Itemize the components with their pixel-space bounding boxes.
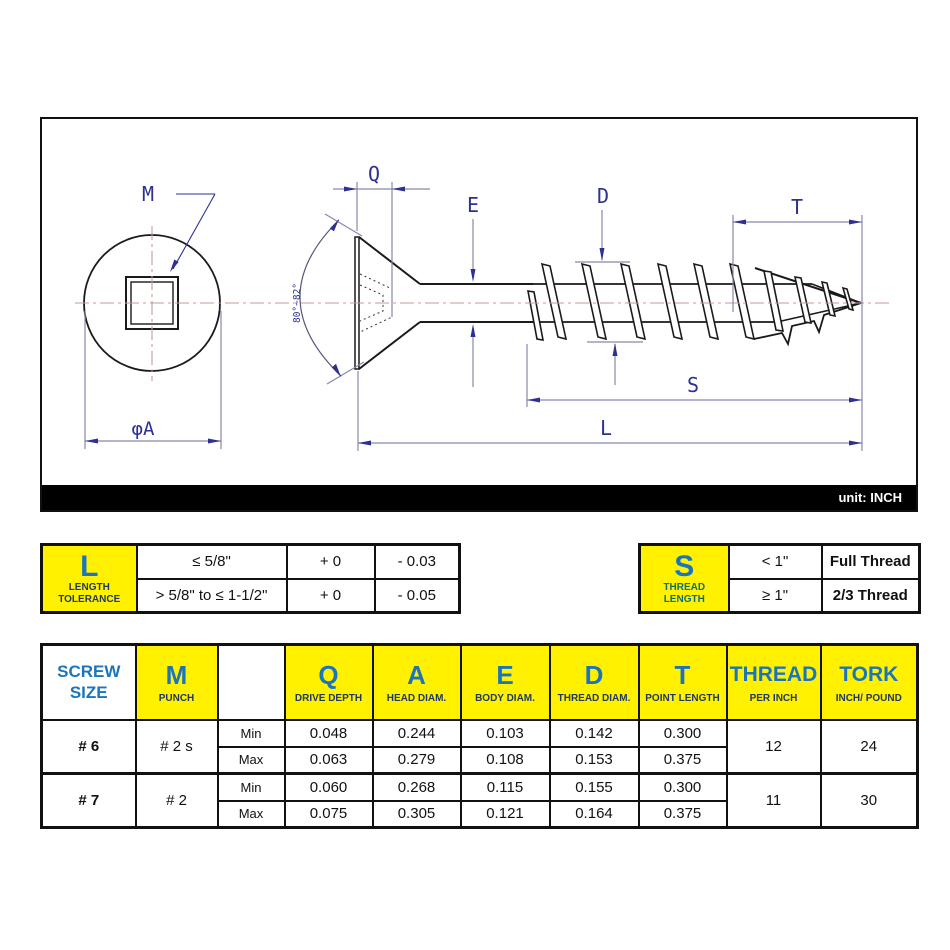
value-cell: 0.063: [285, 747, 373, 774]
tork-cell: 30: [821, 774, 918, 828]
header-m-punch: M PUNCH: [136, 645, 218, 720]
l-minus-cell: - 0.05: [375, 579, 460, 613]
l-key-cell: [42, 545, 137, 613]
l-minus-cell: - 0.03: [375, 545, 460, 579]
label-phi-a: φA: [131, 418, 155, 440]
table-row-7-min: [42, 774, 918, 801]
l-letter: L: [80, 549, 99, 583]
thread-length-table: [638, 543, 921, 614]
size-cell: # 6: [42, 720, 136, 774]
size-cell: # 7: [42, 774, 136, 828]
header-a-head-diam: A HEAD DIAM.: [373, 645, 461, 720]
thread-per-inch-cell: 11: [727, 774, 821, 828]
label-m: M: [141, 182, 155, 206]
value-cell: 0.268: [373, 774, 461, 801]
value-cell: 0.048: [285, 720, 373, 747]
header-row: [42, 645, 918, 720]
unit-bar: [42, 485, 916, 510]
table-row: [42, 545, 460, 579]
thread-blades: [528, 264, 853, 340]
label-l: L: [599, 416, 613, 440]
header-t-point-length: T POINT LENGTH: [639, 645, 727, 720]
s-key-cell: [640, 545, 729, 613]
header-minmax-spacer: [218, 645, 285, 720]
value-cell: 0.300: [639, 774, 727, 801]
s-range-cell: ≥ 1": [729, 579, 822, 613]
punch-cell: # 2: [136, 774, 218, 828]
s-value-cell: 2/3 Thread: [822, 579, 920, 613]
punch-cell: # 2 s: [136, 720, 218, 774]
value-cell: 0.279: [373, 747, 461, 774]
screw-spec-table: [40, 643, 919, 829]
unit-label: unit: INCH: [838, 490, 902, 505]
value-cell: 0.115: [461, 774, 550, 801]
label-d: D: [596, 184, 610, 208]
label-s: S: [686, 373, 700, 397]
header-q-drive-depth: Q DRIVE DEPTH: [285, 645, 373, 720]
screw-technical-drawing: [40, 117, 918, 512]
countersink-angle-arc: [300, 220, 341, 376]
label-q: Q: [367, 162, 381, 186]
value-cell: 0.244: [373, 720, 461, 747]
max-label-cell: Max: [218, 747, 285, 774]
value-cell: 0.305: [373, 801, 461, 828]
l-sub-line1: LENGTH: [68, 581, 110, 593]
label-e: E: [466, 193, 480, 217]
value-cell: 0.375: [639, 747, 727, 774]
s-value-cell: Full Thread: [822, 545, 920, 579]
header-thread-per-inch: THREAD PER INCH: [727, 645, 821, 720]
value-cell: 0.142: [550, 720, 639, 747]
value-cell: 0.155: [550, 774, 639, 801]
label-angle: 80°~82°: [292, 282, 303, 324]
value-cell: 0.075: [285, 801, 373, 828]
value-cell: 0.103: [461, 720, 550, 747]
max-label-cell: Max: [218, 801, 285, 828]
value-cell: 0.164: [550, 801, 639, 828]
header-screw-size: SCREW SIZE: [42, 645, 136, 720]
s-sub-line1: THREAD: [663, 581, 706, 593]
l-range-cell: ≤ 5/8": [137, 545, 287, 579]
l-plus-cell: + 0: [287, 579, 375, 613]
l-sub-line2: TOLERANCE: [58, 593, 121, 605]
thread-per-inch-cell: 12: [727, 720, 821, 774]
table-row: [640, 545, 920, 579]
l-plus-cell: + 0: [287, 545, 375, 579]
header-d-thread-diam: D THREAD DIAM.: [550, 645, 639, 720]
value-cell: 0.060: [285, 774, 373, 801]
value-cell: 0.300: [639, 720, 727, 747]
value-cell: 0.108: [461, 747, 550, 774]
min-label-cell: Min: [218, 720, 285, 747]
value-cell: 0.153: [550, 747, 639, 774]
label-t: T: [790, 195, 804, 219]
header-e-body-diam: E BODY DIAM.: [461, 645, 550, 720]
s-letter: S: [674, 549, 695, 583]
s-sub-line2: LENGTH: [663, 593, 705, 605]
header-tork: TORK INCH/ POUND: [821, 645, 918, 720]
screw-drawing-svg: [42, 119, 916, 485]
s-range-cell: < 1": [729, 545, 822, 579]
value-cell: 0.375: [639, 801, 727, 828]
l-range-cell: > 5/8" to ≤ 1-1/2": [137, 579, 287, 613]
table-row-6-min: [42, 720, 918, 747]
tork-cell: 24: [821, 720, 918, 774]
value-cell: 0.121: [461, 801, 550, 828]
min-label-cell: Min: [218, 774, 285, 801]
length-tolerance-table: [40, 543, 461, 614]
